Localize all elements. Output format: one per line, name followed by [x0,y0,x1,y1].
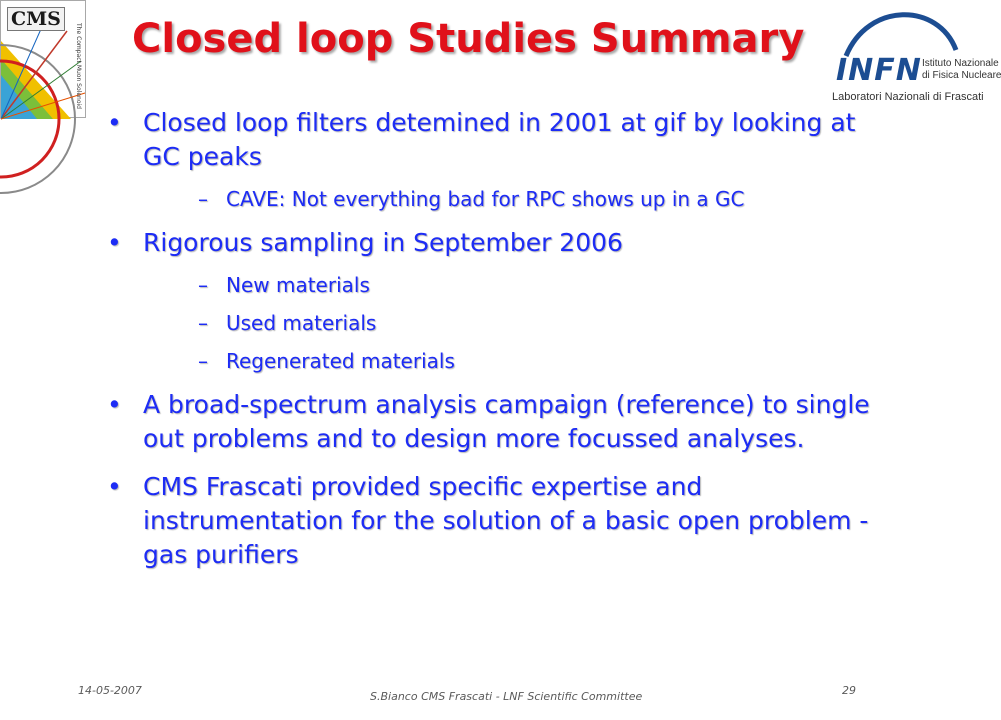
bullet-icon: • [107,472,122,501]
dash-icon: – [198,273,208,297]
bullet-text: A broad-spectrum analysis campaign (reference) to single out problems and to design more focussed analyses. [143,390,870,453]
sub-bullet-item [183,348,880,374]
infn-logo-line3: Laboratori Nazionali di Frascati [832,91,984,103]
bullet-icon: • [107,108,122,137]
bullet-text: Closed loop filters detemined in 2001 at gif by looking at GC peaks [143,108,856,171]
infn-logo-line2: di Fisica Nucleare [922,70,1001,81]
sub-bullet-list [143,186,880,212]
infn-logo-word: INFN [836,53,922,88]
cms-logo-subtitle: The Compact Muon Solenoid [75,23,82,109]
bullet-text: Rigorous sampling in September 2006 [143,228,623,257]
bullet-icon: • [107,390,122,419]
bullet-item [100,470,880,572]
sub-bullet-item [183,186,880,212]
bullet-item [100,388,880,456]
bullet-icon: • [107,228,122,257]
dash-icon: – [198,349,208,373]
sub-bullet-text: New materials [226,273,370,297]
infn-logo-line1: Istituto Nazionale [922,58,999,69]
slide-title: Closed loop Studies Summary [132,16,805,62]
slide-body [100,106,880,580]
footer-center-text: S.Bianco CMS Frascati - LNF Scientific Committee [370,690,643,703]
sub-bullet-text: CAVE: Not everything bad for RPC shows up in a GC [226,187,745,211]
footer-date: 14-05-2007 [78,684,142,697]
sub-bullet-item [183,272,880,298]
cms-logo [0,0,86,118]
sub-bullet-list [143,272,880,374]
cms-logo-text: CMS [7,7,65,31]
bullet-item [100,106,880,212]
sub-bullet-text: Used materials [226,311,377,335]
sub-bullet-item [183,310,880,336]
bullet-item [100,226,880,374]
page-number: 29 [842,684,856,697]
sub-bullet-text: Regenerated materials [226,349,455,373]
dash-icon: – [198,187,208,211]
infn-logo [828,10,1001,110]
dash-icon: – [198,311,208,335]
bullet-text: CMS Frascati provided specific expertise and instrumentation for the solution of a basic open problem - gas purifiers [143,472,869,569]
